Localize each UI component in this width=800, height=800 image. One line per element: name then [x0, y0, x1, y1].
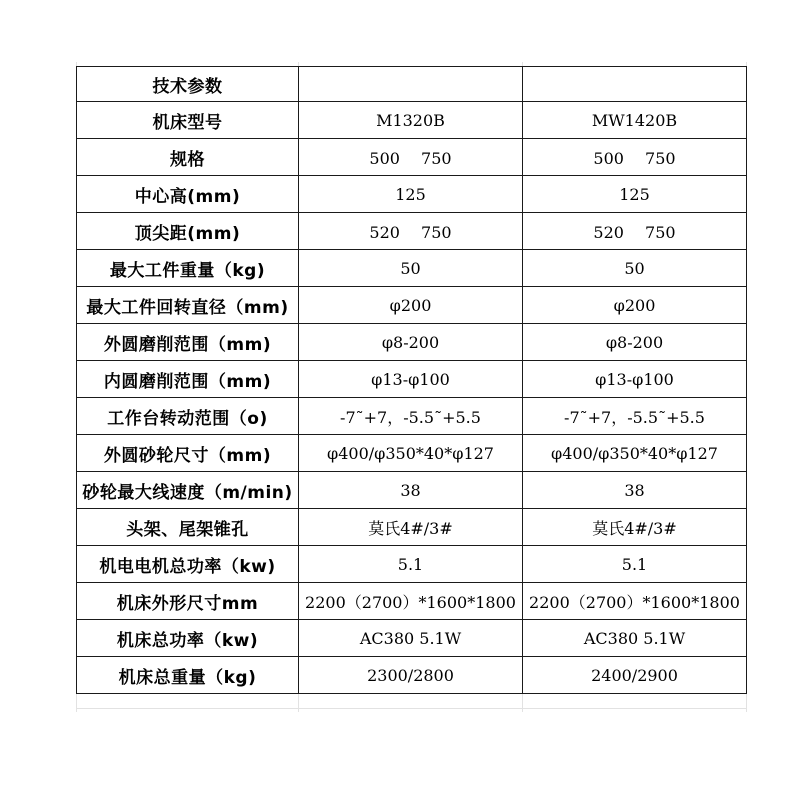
- value-mw1420b: 5.1: [523, 546, 747, 583]
- value-m1320b: 500 750: [299, 139, 523, 176]
- value-mw1420b: 2400/2900: [523, 657, 747, 694]
- value-m1320b: 125: [299, 176, 523, 213]
- table-row: [77, 398, 747, 435]
- table-row: [77, 583, 747, 620]
- header-row: [77, 102, 747, 139]
- value-m1320b: 38: [299, 472, 523, 509]
- row-label: 工作台转动范围（o): [77, 398, 299, 435]
- row-label: 最大工件回转直径（mm): [77, 287, 299, 324]
- value-m1320b: φ400/φ350*40*φ127: [299, 435, 523, 472]
- table-row: [77, 509, 747, 546]
- table-row: [77, 287, 747, 324]
- value-m1320b: 2200（2700）*1600*1800: [299, 583, 523, 620]
- row-label: 内圆磨削范围（mm): [77, 361, 299, 398]
- value-mw1420b: 38: [523, 472, 747, 509]
- value-mw1420b: AC380 5.1W: [523, 620, 747, 657]
- value-m1320b: φ13-φ100: [299, 361, 523, 398]
- row-label: 规格: [77, 139, 299, 176]
- table-row: [77, 657, 747, 694]
- value-m1320b: φ8-200: [299, 324, 523, 361]
- value-mw1420b: 520 750: [523, 213, 747, 250]
- value-mw1420b: φ200: [523, 287, 747, 324]
- value-m1320b: 520 750: [299, 213, 523, 250]
- value-mw1420b: -7˜+7，-5.5˜+5.5: [523, 398, 747, 435]
- value-mw1420b: 500 750: [523, 139, 747, 176]
- header-label: 机床型号: [77, 102, 299, 139]
- table-row: [77, 472, 747, 509]
- row-label: 头架、尾架锥孔: [77, 509, 299, 546]
- header-model-m1320b: M1320B: [299, 102, 523, 139]
- row-label: 外圆砂轮尺寸（mm): [77, 435, 299, 472]
- row-label: 最大工件重量（kg): [77, 250, 299, 287]
- row-label: 外圆磨削范围（mm): [77, 324, 299, 361]
- title-row: [77, 67, 747, 102]
- table-row: [77, 250, 747, 287]
- row-label: 顶尖距(mm): [77, 213, 299, 250]
- value-mw1420b: 50: [523, 250, 747, 287]
- value-mw1420b: 2200（2700）*1600*1800: [523, 583, 747, 620]
- empty-cell: [299, 67, 523, 102]
- value-m1320b: 2300/2800: [299, 657, 523, 694]
- table-row: [77, 139, 747, 176]
- table-row: [77, 620, 747, 657]
- value-m1320b: -7˜+7，-5.5˜+5.5: [299, 398, 523, 435]
- header-model-mw1420b: MW1420B: [523, 102, 747, 139]
- grid-line: [76, 708, 746, 709]
- table-row: [77, 213, 747, 250]
- row-label: 机床总功率（kw): [77, 620, 299, 657]
- table-row: [77, 324, 747, 361]
- row-label: 砂轮最大线速度（m/min): [77, 472, 299, 509]
- value-m1320b: 5.1: [299, 546, 523, 583]
- table-row: [77, 361, 747, 398]
- value-mw1420b: φ13-φ100: [523, 361, 747, 398]
- value-m1320b: 莫氏4#/3#: [299, 509, 523, 546]
- value-mw1420b: φ400/φ350*40*φ127: [523, 435, 747, 472]
- row-label: 机电电机总功率（kw): [77, 546, 299, 583]
- table-row: [77, 435, 747, 472]
- value-m1320b: φ200: [299, 287, 523, 324]
- value-mw1420b: φ8-200: [523, 324, 747, 361]
- empty-cell: [523, 67, 747, 102]
- row-label: 机床总重量（kg): [77, 657, 299, 694]
- spec-table: [76, 66, 747, 694]
- value-m1320b: 50: [299, 250, 523, 287]
- row-label: 机床外形尺寸mm: [77, 583, 299, 620]
- value-mw1420b: 125: [523, 176, 747, 213]
- table-title: 技术参数: [77, 67, 299, 102]
- value-m1320b: AC380 5.1W: [299, 620, 523, 657]
- value-mw1420b: 莫氏4#/3#: [523, 509, 747, 546]
- row-label: 中心高(mm): [77, 176, 299, 213]
- table-row: [77, 176, 747, 213]
- table-row: [77, 546, 747, 583]
